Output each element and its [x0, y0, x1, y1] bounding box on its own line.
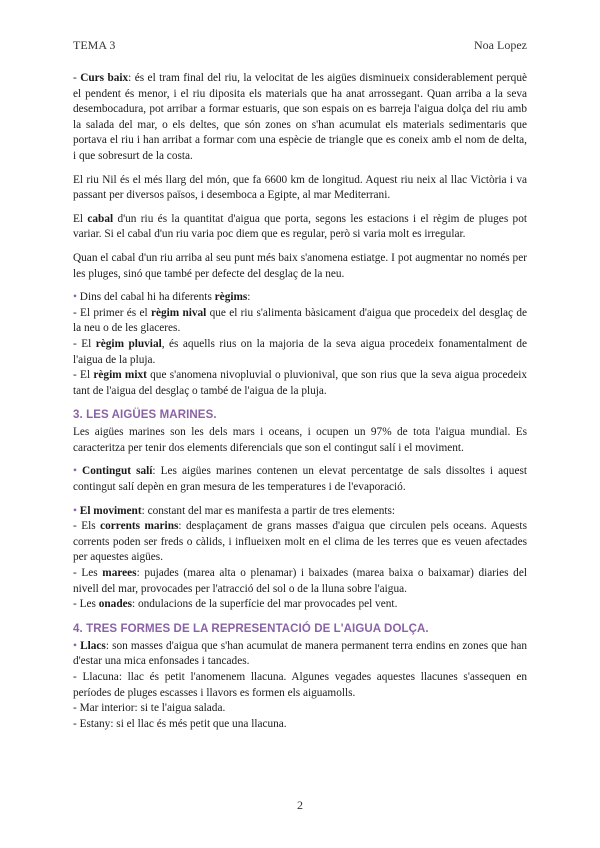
paragraph-aigues-marines: Les aigües marines son les dels mars i oceans, i ocupen un 97% de tota l'aigua mundial. Es caracteritza per tenir dos elements diferencials que son el contingut salí i el moviment. — [73, 426, 527, 454]
list-item-onades: - Les onades: ondulacions de la superfície del mar provocades pel vent. — [73, 598, 398, 611]
list-item-marees: - Les marees: pujades (marea alta o plenamar) i baixades (marea baixa o baixamar) diaries del nivell del mar, provocades per l'atracció del sol o de la lluna sobre l'aigua. — [73, 567, 527, 595]
paragraph-nil: El riu Nil és el més llarg del món, que fa 6600 km de longitud. Aquest riu neix al llac Victòria i va passant per diversos països, i desemboca a Egipte, al mar Mediterrani. — [73, 173, 527, 202]
list-item-llacuna: - Llacuna: llac és petit l'anomenem llacuna. Algunes vegades aquestes llacunes s'assequen en períodes de pluges escasses i llavors es formen els aiguamolls. — [73, 671, 527, 699]
list-item-corrents: - Els corrents marins: desplaçament de grans masses d'aigua que circulen pels oceans. Aquests corrents poden ser freds o càlids, i influeixen molt en el clima de les terres que es veuen afectades per aquestes aigües. — [73, 520, 527, 564]
paragraph-estiatge: Quan el cabal d'un riu arriba al seu punt més baix s'anomena estiatge. I pot augmentar no només per les pluges, sinó que també per defecte del desglaç de la neu. — [73, 251, 527, 280]
section-heading-aigua-dolca: 4. TRES FORMES DE LA REPRESENTACIÓ DE L'AIGUA DOLÇA. — [73, 622, 429, 635]
bullet-icon: • — [73, 465, 83, 478]
moviment-intro: • El moviment: constant del mar es manifesta a partir de tres elements: — [73, 504, 396, 517]
regims-intro: • Dins del cabal hi ha diferents règims: — [73, 291, 251, 304]
llacs-intro: • Llacs: son masses d'aigua que s'han acumulat de manera permanent terra endins en zones que han d'estar una mica enfonsades i tancades. — [73, 639, 528, 668]
list-item-mar-interior: - Mar interior: si te l'aigua salada. — [73, 702, 226, 715]
list-item-estany: - Estany: si el llac és més petit que una llacuna. — [73, 717, 287, 730]
list-item-regim-nival: - El primer és el règim nival que el riu s'alimenta bàsicament d'aigua que procedeix del desglaç de la neu o de les glaceres. — [73, 306, 527, 335]
header-topic: TEMA 3 — [73, 38, 116, 52]
term-cabal: cabal — [87, 212, 114, 225]
list-item-regim-mixt: - El règim mixt que s'anomena nivopluvial o pluvionival, que son rius que la seva aigua procedeix tant de l'aigua del desglaç o també de l'aigua de la pluja. — [73, 369, 528, 397]
section-heading-aigues-marines: 3. LES AIGÜES MARINES. — [73, 409, 217, 422]
paragraph-cabal: El cabal d'un riu és la quantitat d'aigua que porta, segons les estacions i el règim de pluges pot variar. Si el cabal d'un riu varia poc diem que es regular, però si varia molt es irregular. — [73, 212, 527, 241]
page-header — [73, 38, 527, 54]
list-item-regim-pluvial: - El règim pluvial, és aquells rius on la majoria de la seva aigua procedeix fonamentalment de l'aigua de la pluja. — [73, 337, 527, 366]
bullet-icon: • — [73, 291, 80, 304]
paragraph-curs-baix: - Curs baix: és el tram final del riu, la velocitat de les aigües disminueix considerablement perquè el pendent és menor, i el riu diposita els materials que ha anat arrossegant. Quan arriba a la seva desembocadura, pot arribar a formar estuaris, que son espais on es barreja l'aigua dolça del riu amb la salada del mar, o els deltes, que són zones on s'han acumulat els materials sedimentaris que portava el riu i han arribat a formar com una espècie de triangle que es coneix amb el nom de delta, i que sobresurt de la costa. — [73, 72, 527, 162]
moviment-list — [73, 504, 527, 613]
regims-list — [73, 290, 527, 399]
term-curs-baix: Curs baix — [80, 72, 129, 84]
document-body — [73, 71, 527, 740]
llacs-list — [73, 639, 527, 733]
paragraph-contingut-sali: • Contingut salí: Les aigües marines contenen un elevat percentatge de sals dissoltes i aquest contingut salí depèn en gran mesura de les temperatures i de l'evaporació. — [73, 465, 527, 494]
header-author: Noa Lopez — [474, 38, 527, 52]
page-number: 2 — [297, 798, 303, 812]
bullet-icon: • — [73, 504, 80, 517]
bullet-icon: • — [73, 639, 81, 652]
